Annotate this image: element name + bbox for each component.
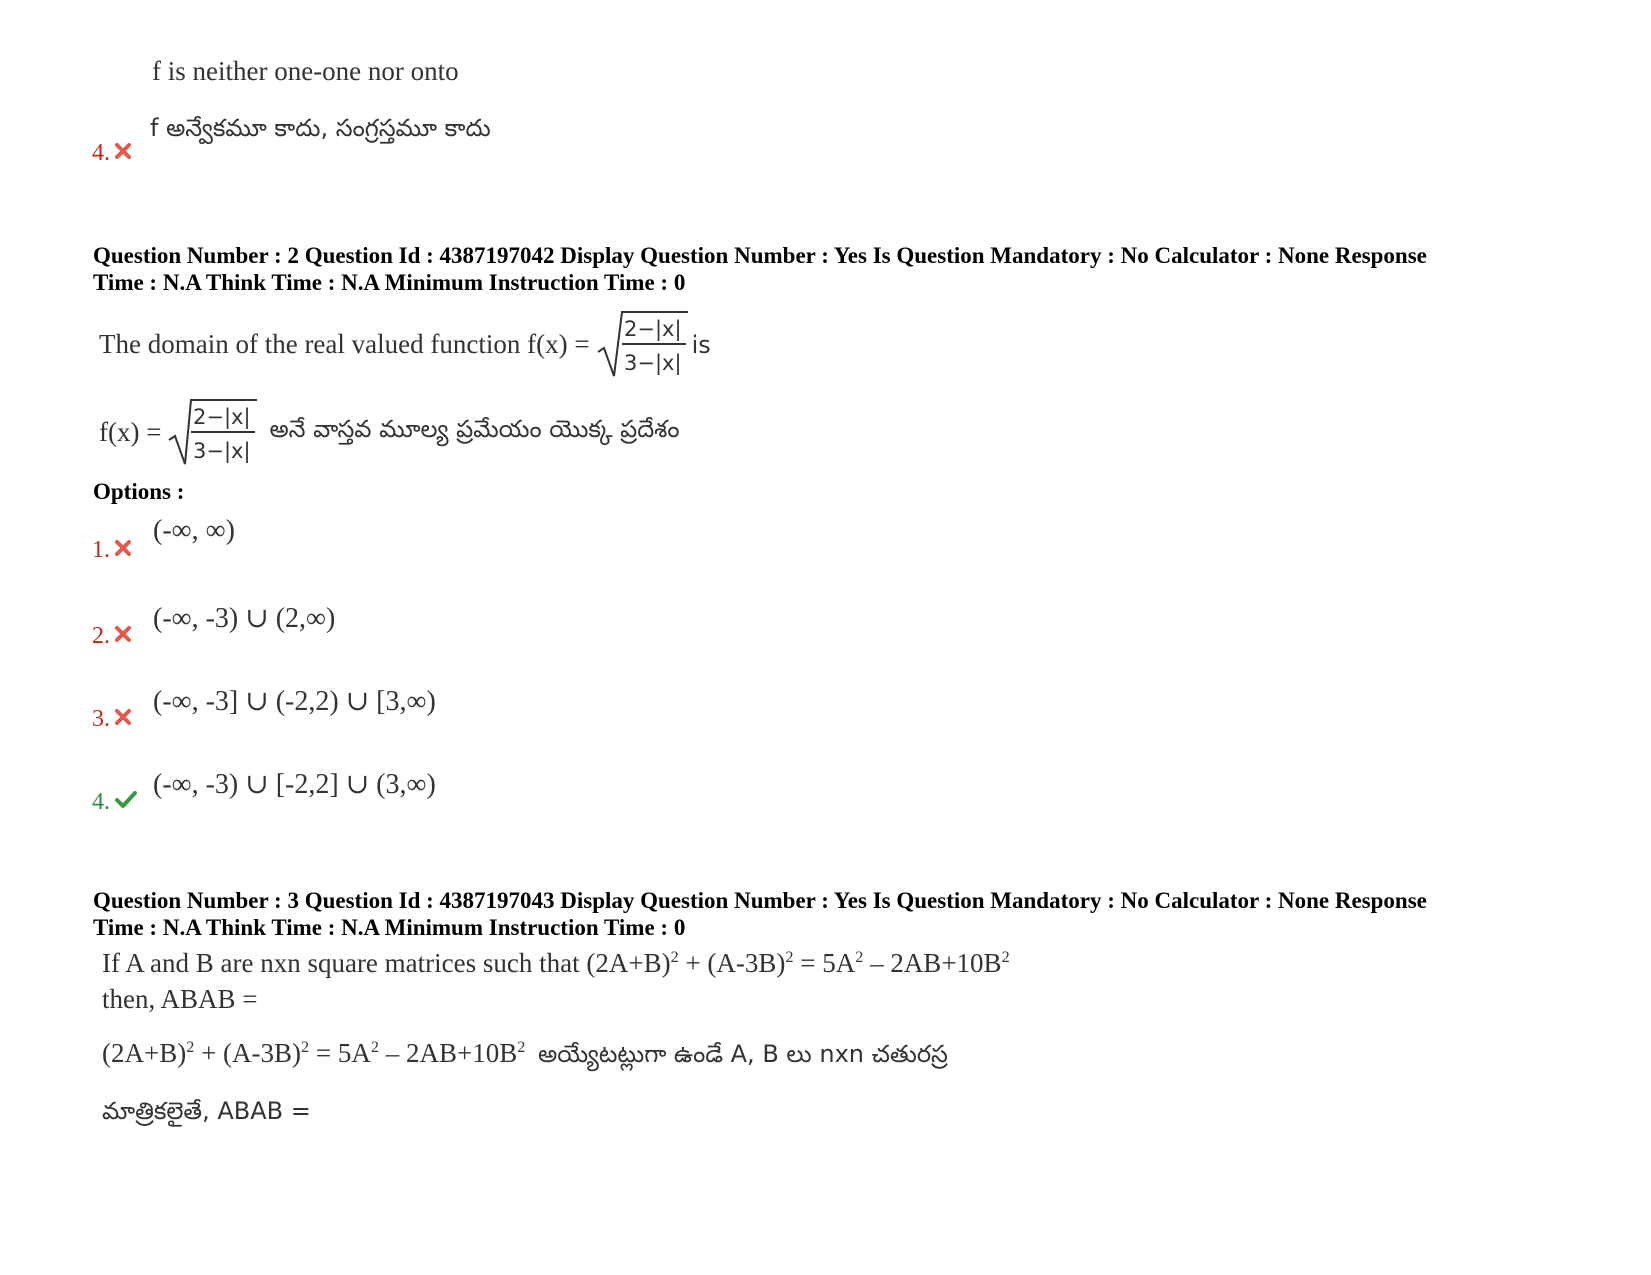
q3-text-part: = 5A	[309, 1038, 371, 1068]
exponent: 2	[186, 1038, 195, 1056]
option-number: 4.	[92, 789, 110, 815]
q3-telugu-text: మాత్రికలైతే, ABAB =	[102, 1097, 311, 1125]
q2-english-prefix: The domain of the real valued function f(x) =	[99, 328, 590, 359]
wrong-cross-icon	[114, 142, 132, 160]
question-2-english	[99, 308, 711, 380]
prev-option-4-english: f is neither one-one nor onto	[152, 56, 459, 86]
option-number: 4.	[92, 140, 110, 166]
options-label: Options :	[93, 479, 185, 504]
meta-line-1: Question Number : 3 Question Id : 4387197043 Display Question Number : Yes Is Question Mandatory : No Calculator : None Response	[93, 888, 1427, 913]
q2-telugu-prefix: f(x) =	[99, 416, 162, 447]
exponent: 2	[301, 1038, 310, 1056]
q3-text-part: – 2AB+10B	[378, 1038, 518, 1068]
sqrt-fraction-telugu	[167, 396, 267, 468]
q3-text-part: If A and B are nxn square matrices such that (2A+B)	[102, 948, 671, 978]
exponent: 2	[370, 1038, 379, 1056]
question-3-english-line-2: then, ABAB =	[102, 984, 258, 1014]
q3-text-part: – 2AB+10B	[863, 948, 1002, 978]
wrong-cross-icon	[114, 539, 132, 557]
option-text: (-∞, ∞)	[153, 515, 235, 546]
fraction-numerator: 2−|x|	[193, 405, 251, 429]
wrong-cross-icon	[114, 708, 132, 726]
option-number: 3.	[92, 706, 110, 732]
prev-option-4-marker	[92, 140, 132, 167]
exponent: 2	[785, 948, 794, 966]
meta-line-1: Question Number : 2 Question Id : 4387197042 Display Question Number : Yes Is Question Mandatory : No Calculator : None Response	[93, 243, 1427, 268]
q2-telugu-suffix: అనే వాస్తవ మూల్య ప్రమేయం యొక్క ప్రదేశం	[269, 415, 680, 443]
question-2-meta	[93, 242, 1573, 296]
option-text: (-∞, -3] ∪ (-2,2) ∪ [3,∞)	[153, 686, 436, 717]
q3-text-part: (2A+B)	[102, 1038, 187, 1068]
meta-line-2: Time : N.A Think Time : N.A Minimum Instruction Time : 0	[93, 915, 686, 940]
question-2-telugu	[99, 396, 680, 468]
meta-line-2: Time : N.A Think Time : N.A Minimum Instruction Time : 0	[93, 270, 686, 295]
fraction-numerator: 2−|x|	[623, 317, 682, 341]
option-text: (-∞, -3) ∪ (2,∞)	[153, 603, 336, 634]
correct-check-icon	[114, 789, 138, 809]
question-3-english-line-1	[102, 948, 1010, 979]
question-3-meta	[93, 887, 1573, 941]
exponent: 2	[855, 948, 864, 966]
q3-text-part: + (A-3B)	[194, 1038, 302, 1068]
question-3-telugu-line-1	[102, 1038, 948, 1074]
option-number: 1.	[92, 537, 110, 563]
wrong-cross-icon	[114, 625, 132, 643]
fraction-denominator: 3−|x|	[193, 439, 251, 463]
option-text: (-∞, -3) ∪ [-2,2] ∪ (3,∞)	[153, 769, 436, 800]
prev-option-4-telugu: f అన్వేకమూ కాదు, సంగ్రస్తమూ కాదు	[150, 114, 491, 142]
q3-text-part: = 5A	[793, 948, 856, 978]
q2-english-suffix: is	[691, 331, 711, 359]
exponent: 2	[517, 1038, 526, 1056]
q3-telugu-text: అయ్యేటట్లుగా ఉండే A, B లు nxn చతురస్ర	[538, 1040, 948, 1068]
question-3-telugu-line-2	[102, 1095, 311, 1131]
exponent: 2	[1001, 948, 1010, 966]
exponent: 2	[670, 948, 679, 966]
option-number: 2.	[92, 623, 110, 649]
q3-text-part: + (A-3B)	[678, 948, 786, 978]
fraction-denominator: 3−|x|	[623, 351, 682, 375]
